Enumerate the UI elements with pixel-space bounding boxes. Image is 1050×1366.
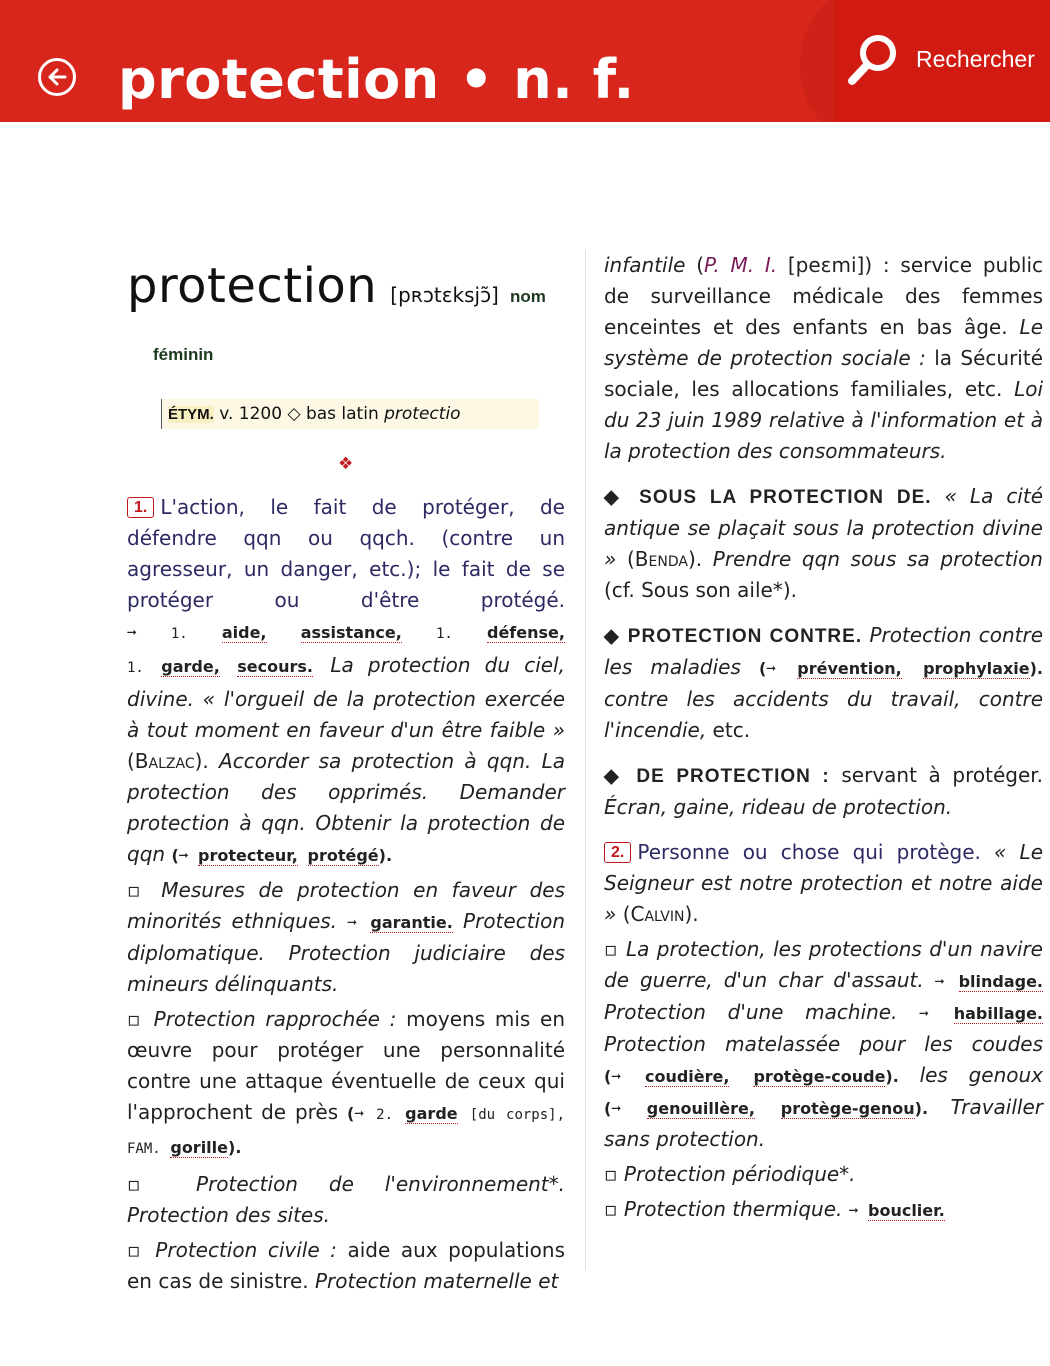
example-text: Écran, gaine, rideau de protection. xyxy=(604,795,953,819)
example-text: La protection du ciel, divine. « l'orgueil de la protection exercée à tout moment en faveur d'un être faible » xyxy=(127,653,565,742)
example-text: ▫ Protection de l'environnement*. Protection des sites. xyxy=(127,1172,565,1227)
phrase-heading: ◆ PROTECTION CONTRE. xyxy=(604,626,863,647)
subsense xyxy=(127,875,565,1000)
example-text: Prendre qqn sous sa protection xyxy=(712,547,1043,571)
etymology-text: v. 1200 ◇ bas latin xyxy=(213,404,385,424)
headword: protection xyxy=(127,258,378,314)
cross-reference-group xyxy=(604,1099,928,1119)
ornament-icon: ❖ xyxy=(338,454,354,474)
homonym-number: 1. xyxy=(127,660,144,676)
xref-link[interactable]: protège-genou xyxy=(780,1099,915,1118)
definition-text: aide aux populations en cas de sinistre. xyxy=(127,1238,566,1293)
paren: ). xyxy=(1029,659,1043,678)
subsense xyxy=(127,1235,565,1297)
arrow-icon: ➞ xyxy=(848,1201,859,1220)
xref-link[interactable]: garde xyxy=(405,1104,458,1123)
xref-link[interactable]: coudière, xyxy=(644,1067,730,1086)
example-text: ▫ La protection, les protections d'un navire de guerre, d'un char d'assaut. xyxy=(604,937,1043,992)
pronunciation: [pʀɔtɛksjɔ̃] xyxy=(390,283,499,307)
xref-link[interactable]: bouclier. xyxy=(868,1201,945,1220)
xref-link[interactable]: garantie. xyxy=(370,913,453,932)
back-arrow-icon xyxy=(46,66,68,88)
xref-link[interactable]: blindage. xyxy=(958,972,1044,991)
author-citation: (Calvin). xyxy=(622,902,699,926)
sense-1 xyxy=(127,492,565,871)
left-column xyxy=(127,492,565,1297)
phrase-protection-contre xyxy=(604,620,1043,746)
sense-definition: Personne ou chose qui protège. xyxy=(637,840,981,864)
example-text: « La cité antique se plaçait sous la protection divine » xyxy=(604,484,1044,571)
headword-line xyxy=(127,258,546,314)
arrow-icon: ➞ xyxy=(611,1099,621,1118)
xref-link[interactable]: aide, xyxy=(221,623,267,642)
example-text: ▫ Protection thermique. xyxy=(604,1197,843,1221)
arrow-icon: ➞ xyxy=(934,972,945,991)
xref-link[interactable]: protecteur, xyxy=(198,846,298,865)
example-text: « Le Seigneur est notre protection et notre aide » xyxy=(604,840,1043,926)
subsense xyxy=(127,1169,565,1231)
phrase-heading: ◆ DE PROTECTION : xyxy=(604,766,830,787)
abbreviation: P. M. I. xyxy=(704,253,778,277)
xref-link[interactable]: assistance, xyxy=(300,623,402,642)
cross-reference-group xyxy=(919,1004,1043,1024)
example-text: ▫ Protection périodique*. xyxy=(604,1162,856,1186)
page-title: protection • n. f. xyxy=(118,48,635,111)
subsense xyxy=(604,934,1043,1155)
arrow-icon: ➞ xyxy=(127,623,137,642)
xref-qualifier: [du corps], xyxy=(469,1107,566,1123)
example-text: Protection contre les maladies xyxy=(604,623,1044,679)
phrase-de-protection xyxy=(604,760,1043,823)
example-text: Protection d'une machine. xyxy=(604,1000,898,1024)
etymology-word: protectio xyxy=(384,404,461,424)
arrow-icon: ➞ xyxy=(919,1004,929,1023)
paren: ). xyxy=(914,1099,929,1118)
grammar-label: nom xyxy=(509,287,546,306)
homonym-number: 1. xyxy=(170,626,188,642)
definition-text: etc. xyxy=(712,718,751,742)
paren: ( xyxy=(696,253,705,277)
example-text: Le système de protection sociale : xyxy=(604,315,1043,370)
paren: ( xyxy=(347,1104,355,1123)
example-text: les genoux xyxy=(919,1063,1044,1087)
definition-text: ) : service public de surveillance médicale des femmes enceintes et des enfants en bas âge. xyxy=(604,253,1043,339)
arrow-icon: ➞ xyxy=(766,659,776,678)
paren: ( xyxy=(604,1067,612,1086)
example-text: Travailler sans protection. xyxy=(604,1095,1043,1151)
cross-reference-group xyxy=(849,1201,945,1221)
xref-link[interactable]: prévention, xyxy=(797,659,902,678)
example-text: Protection matelassée pour les coudes xyxy=(604,1032,1043,1056)
cross-reference-group xyxy=(347,913,453,933)
example-text: ▫ Protection civile : xyxy=(127,1238,337,1262)
pronunciation: [peɛmi] xyxy=(787,253,865,277)
grammar-label-gender: féminin xyxy=(153,345,214,364)
xref-link[interactable]: garde, xyxy=(161,657,220,676)
example-text: ▫ Protection rapprochée : xyxy=(127,1007,397,1031)
example-text: infantile xyxy=(604,253,686,277)
xref-link[interactable]: protège-coude xyxy=(753,1067,886,1086)
homonym-number: 1. xyxy=(435,626,453,642)
cross-reference-group xyxy=(347,1104,565,1123)
cross-reference-group xyxy=(127,1138,241,1157)
xref-link[interactable]: prophylaxie xyxy=(923,659,1030,678)
xref-link[interactable]: défense, xyxy=(487,623,565,642)
search-label: Rechercher xyxy=(916,45,1035,72)
example-text: Loi du 23 juin 1989 relative à l'information et à la protection des consommateurs. xyxy=(604,377,1043,463)
cross-reference-group xyxy=(935,972,1043,992)
example-text: contre les accidents du travail, contre l'incendie, xyxy=(604,687,1043,742)
definition-text: moyens mis en œuvre pour protéger une personnalité contre une attaque éventuelle de ceux qui l'approchent de près xyxy=(127,1007,566,1124)
paren: ( xyxy=(604,1099,612,1118)
paren: ( xyxy=(171,846,179,865)
xref-link[interactable]: genouillère, xyxy=(646,1099,755,1118)
paren: ). xyxy=(228,1138,242,1157)
search-icon xyxy=(844,31,902,89)
xref-link[interactable]: protégé xyxy=(307,846,379,865)
author-citation: (Benda). xyxy=(627,547,703,571)
subsense xyxy=(604,1159,1043,1190)
app-header xyxy=(0,0,1050,122)
paren: ( xyxy=(758,659,767,678)
subsense xyxy=(604,1194,1043,1226)
register-label: FAM. xyxy=(127,1141,161,1157)
cross-reference-group xyxy=(127,623,565,642)
example-text: Protection diplomatique. Protection judiciaire des mineurs délinquants. xyxy=(127,909,566,996)
xref-link[interactable]: secours. xyxy=(237,657,313,676)
example-text: Protection maternelle et xyxy=(315,1269,559,1293)
example-text: Accorder sa protection à qqn. La protection des opprimés. Demander protection à qqn. Obtenir la protection de qqn xyxy=(127,749,566,866)
definition-text: (cf. Sous son aile*). xyxy=(604,578,798,602)
sense-number: 1. xyxy=(127,497,154,518)
cross-reference-group xyxy=(127,657,330,676)
definition-text: la Sécurité sociale, les allocations familiales, etc. xyxy=(604,346,1043,401)
arrow-icon: ➞ xyxy=(354,1104,364,1123)
cross-reference-group xyxy=(759,659,1043,679)
phrase-sous-la-protection xyxy=(604,481,1043,606)
arrow-icon: ➞ xyxy=(178,846,189,865)
xref-link[interactable]: gorille xyxy=(170,1138,228,1157)
paren: ). xyxy=(378,846,393,865)
paren: ). xyxy=(885,1067,899,1086)
cross-reference-group xyxy=(604,1067,899,1087)
search-button[interactable] xyxy=(844,30,1035,90)
sense-number: 2. xyxy=(604,842,631,863)
phrase-heading: ◆ SOUS LA PROTECTION DE. xyxy=(604,487,932,508)
sense-2 xyxy=(604,837,1043,930)
xref-link[interactable]: habillage. xyxy=(953,1004,1044,1023)
author-citation: (Balzac). xyxy=(127,749,209,773)
continuation xyxy=(604,250,1043,467)
subsense xyxy=(127,1004,565,1165)
definition-text: servant à protéger. xyxy=(841,763,1044,787)
etymology-box xyxy=(161,399,539,429)
cross-reference-group xyxy=(171,846,392,866)
sense-definition: L'action, le fait de protéger, de défendre qqn ou qqch. (contre un agresseur, un danger, etc.); le fait de se protéger ou d'être protégé. xyxy=(127,495,565,612)
etymology-label: ÉTYM. xyxy=(168,406,214,423)
column-divider xyxy=(585,250,586,1270)
right-column xyxy=(604,250,1043,1226)
arrow-icon: ➞ xyxy=(611,1067,621,1086)
arrow-icon: ➞ xyxy=(347,913,357,932)
back-button[interactable] xyxy=(38,58,76,96)
example-text: ▫ Mesures de protection en faveur des minorités ethniques. xyxy=(127,878,565,933)
homonym-number: 2. xyxy=(376,1107,394,1123)
